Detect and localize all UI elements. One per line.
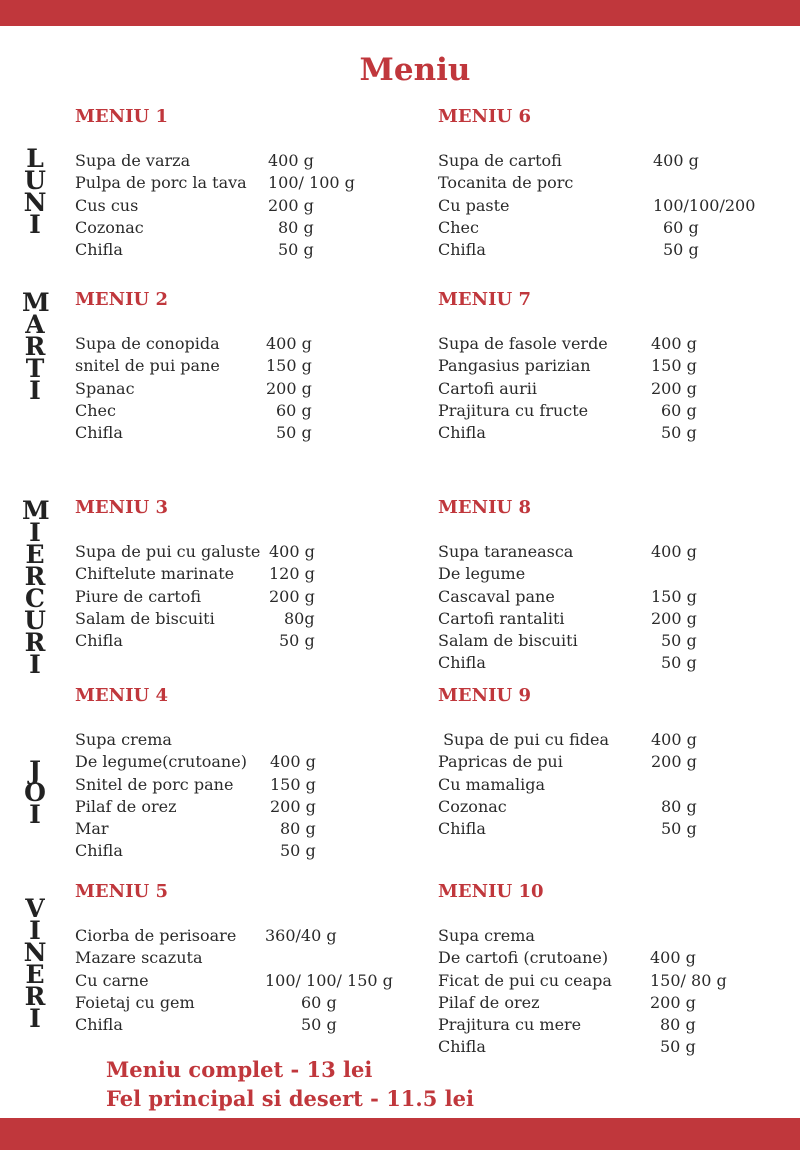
dish-quantity: 80 g — [660, 1015, 696, 1035]
menu-item — [438, 422, 800, 444]
menu-item — [438, 796, 800, 818]
dish-quantity: 120 g — [269, 564, 315, 584]
dish-name: Supa crema — [438, 926, 535, 945]
menu-title: MENIU 1 — [75, 106, 169, 127]
dish-name: Salam de biscuiti — [438, 631, 578, 651]
dish-quantity: 200 g — [651, 378, 697, 398]
menu-title: MENIU 7 — [438, 289, 532, 310]
menu-title: MENIU 2 — [75, 289, 169, 310]
dish-name: Prajitura cu mere — [438, 1015, 582, 1035]
day-label-miercuri — [22, 496, 50, 679]
dish-name: Chifla — [75, 240, 123, 260]
menu-7 — [438, 289, 800, 444]
dish-quantity: 200 g — [270, 796, 316, 816]
dish-quantity: 200 g — [269, 586, 315, 606]
day-label-vineri — [22, 894, 48, 1033]
menu-5 — [75, 881, 445, 1036]
day-letter: I — [29, 800, 41, 829]
day-letter: T — [25, 354, 45, 383]
menu-item — [438, 630, 800, 652]
dish-name: Chifla — [75, 423, 123, 443]
dish-quantity: 400 g — [651, 730, 697, 749]
menu-item — [438, 355, 800, 377]
dish-name: Pilaf de orez — [438, 992, 540, 1012]
dish-name: Supa de cartofi — [438, 151, 562, 170]
dish-quantity: 360/40 g — [265, 926, 337, 945]
day-letter: I — [29, 518, 41, 547]
dish-name: Chifla — [438, 819, 486, 839]
menu-item — [75, 774, 445, 796]
menu-item — [75, 400, 445, 422]
dish-name: Chifla — [438, 653, 486, 673]
dish-name: Supa de pui cu fidea — [438, 730, 610, 749]
day-letter: R — [24, 982, 46, 1011]
dish-quantity: 150 g — [266, 356, 312, 376]
menu-item — [75, 355, 445, 377]
dish-quantity: 80 g — [661, 796, 697, 816]
dish-quantity: 60 g — [301, 992, 337, 1012]
menu-item — [438, 400, 800, 422]
menu-item — [75, 378, 445, 400]
bottom-bar — [0, 1118, 800, 1150]
dish-quantity: 50 g — [661, 631, 697, 651]
dish-name: Cascaval pane — [438, 586, 555, 606]
day-letter: A — [25, 310, 45, 339]
dish-quantity: 400 g — [651, 334, 697, 353]
dish-quantity: 50 g — [301, 1015, 337, 1035]
menu-item — [75, 729, 445, 751]
page-title: Meniu — [359, 52, 471, 88]
dish-name: Cu carne — [75, 970, 149, 990]
day-letter: J — [29, 756, 41, 785]
dish-name: Chifla — [75, 841, 123, 861]
dish-quantity: 200 g — [651, 608, 697, 628]
dish-quantity: 400 g — [270, 752, 316, 772]
menu-item — [438, 541, 800, 563]
menu-item — [438, 217, 800, 239]
dish-name: Pilaf de orez — [75, 796, 177, 816]
dish-quantity: 150 g — [651, 586, 697, 606]
dish-name: Salam de biscuiti — [75, 608, 215, 628]
menu-item — [75, 818, 445, 840]
dish-quantity: 100/ 100/ 150 g — [265, 970, 393, 990]
dish-quantity: 400 g — [268, 151, 314, 170]
dish-name: Supa de fasole verde — [438, 334, 608, 353]
menu-item — [438, 608, 800, 630]
dish-quantity: 80 g — [278, 217, 314, 237]
menu-item — [438, 239, 800, 261]
menu-item — [75, 217, 445, 239]
day-letter: R — [24, 332, 46, 361]
dish-name: Pangasius parizian — [438, 356, 591, 376]
menu-item — [438, 947, 800, 969]
menu-item — [75, 796, 445, 818]
dish-name: Cozonac — [75, 217, 144, 237]
menu-item — [438, 925, 800, 947]
dish-name: Tocanita de porc — [438, 173, 574, 193]
menu-item — [438, 652, 800, 674]
menu-item — [75, 563, 445, 585]
day-letter: E — [25, 540, 45, 569]
day-letter: V — [25, 894, 45, 923]
menu-item — [75, 150, 445, 172]
dish-name: Chifla — [438, 423, 486, 443]
day-letter: U — [24, 606, 46, 635]
dish-name: Cu mamaliga — [438, 774, 546, 794]
menu-item — [75, 239, 445, 261]
dish-name: Cozonac — [438, 796, 507, 816]
menu-title: MENIU 6 — [438, 106, 532, 127]
dish-name: Prajitura cu fructe — [438, 400, 589, 420]
dish-name: Mar — [75, 819, 109, 839]
menu-item — [75, 541, 445, 563]
dish-quantity: 100/ 100 g — [268, 173, 355, 193]
menu-title: MENIU 9 — [438, 685, 532, 706]
day-letter: N — [23, 938, 47, 967]
dish-quantity: 150/ 80 g — [650, 970, 727, 990]
dish-name: Supa de varza — [75, 151, 191, 170]
dish-quantity: 400 g — [653, 151, 699, 170]
day-letter: I — [29, 1004, 41, 1033]
menu-item — [75, 992, 445, 1014]
dish-name: Pulpa de porc la tava — [75, 173, 247, 193]
dish-name: Foietaj cu gem — [75, 992, 195, 1012]
dish-name: Chec — [75, 400, 116, 420]
dish-quantity: 50 g — [661, 423, 697, 443]
dish-name: De legume — [438, 564, 526, 584]
menu-item — [438, 992, 800, 1014]
menu-9 — [438, 685, 800, 840]
dish-quantity: 200 g — [650, 992, 696, 1012]
dish-quantity: 200 g — [266, 378, 312, 398]
dish-name: Mazare scazuta — [75, 948, 203, 968]
menu-item — [75, 195, 445, 217]
menu-item — [438, 378, 800, 400]
day-letter: M — [22, 288, 50, 317]
dish-name: Supa crema — [75, 730, 172, 749]
menu-item — [438, 172, 800, 194]
dish-quantity: 60 g — [276, 400, 312, 420]
day-letter: E — [25, 960, 45, 989]
menu-title: MENIU 5 — [75, 881, 169, 902]
menu-item — [438, 818, 800, 840]
dish-quantity: 200 g — [268, 195, 314, 215]
dish-name: Supa de pui cu galuste — [75, 542, 261, 561]
dish-name: De cartofi (crutoane) — [438, 948, 609, 968]
menu-item — [438, 774, 800, 796]
menu-item — [438, 195, 800, 217]
day-label-marti — [22, 288, 50, 405]
menu-item — [438, 1014, 800, 1036]
day-letter: N — [23, 188, 47, 217]
menu-item — [75, 1014, 445, 1036]
dish-quantity: 50 g — [661, 653, 697, 673]
menu-item — [438, 333, 800, 355]
dish-name: Snitel de porc pane — [75, 774, 234, 794]
dish-name: Chifla — [438, 1037, 486, 1057]
menu-item — [75, 630, 445, 652]
menu-10 — [438, 881, 800, 1059]
menu-item — [75, 751, 445, 773]
menu-item — [438, 729, 800, 751]
menu-1 — [75, 106, 445, 261]
menu-item — [438, 1036, 800, 1058]
day-letter: U — [24, 166, 46, 195]
day-letter: C — [25, 584, 45, 613]
day-letter: L — [26, 144, 44, 173]
dish-name: Chifla — [438, 240, 486, 260]
dish-name: Cartofi rantaliti — [438, 608, 565, 628]
menu-item — [438, 150, 800, 172]
dish-quantity: 400 g — [269, 542, 315, 561]
dish-quantity: 150 g — [651, 356, 697, 376]
day-letter: R — [24, 628, 46, 657]
menu-4 — [75, 685, 445, 863]
dish-name: snitel de pui pane — [75, 356, 220, 376]
dish-name: Piure de cartofi — [75, 586, 202, 606]
dish-name: Chiftelute marinate — [75, 564, 235, 584]
day-letter: I — [29, 916, 41, 945]
menu-item — [438, 751, 800, 773]
price-full-menu: Meniu complet - 13 lei — [106, 1057, 373, 1082]
top-bar — [0, 0, 800, 26]
day-label-joi — [22, 756, 48, 829]
dish-name: Cu paste — [438, 195, 510, 215]
dish-name: De legume(crutoane) — [75, 752, 247, 772]
day-letter: M — [22, 496, 50, 525]
dish-quantity: 50 g — [663, 240, 699, 260]
dish-quantity: 80 g — [280, 819, 316, 839]
day-label-luni — [22, 144, 48, 239]
menu-title: MENIU 3 — [75, 497, 169, 518]
dish-quantity: 50 g — [660, 1037, 696, 1057]
dish-quantity: 50 g — [661, 819, 697, 839]
dish-name: Spanac — [75, 378, 135, 398]
price-main-dessert: Fel principal si desert - 11.5 lei — [106, 1086, 474, 1111]
menu-item — [438, 563, 800, 585]
menu-2 — [75, 289, 445, 444]
dish-quantity: 50 g — [278, 240, 314, 260]
dish-quantity: 50 g — [276, 423, 312, 443]
dish-quantity: 60 g — [661, 400, 697, 420]
menu-item — [75, 172, 445, 194]
dish-name: Supa de conopida — [75, 334, 220, 353]
dish-quantity: 400 g — [651, 542, 697, 561]
dish-name: Cus cus — [75, 195, 139, 215]
dish-quantity: 400 g — [650, 948, 696, 968]
menu-item — [75, 333, 445, 355]
dish-quantity: 400 g — [266, 334, 312, 353]
menu-8 — [438, 497, 800, 675]
dish-name: Ficat de pui cu ceapa — [438, 970, 612, 990]
day-letter: I — [29, 376, 41, 405]
day-letter: I — [29, 650, 41, 679]
menu-item — [75, 840, 445, 862]
dish-name: Chec — [438, 217, 479, 237]
menu-item — [438, 970, 800, 992]
dish-name: Chifla — [75, 1015, 123, 1035]
menu-item — [438, 586, 800, 608]
dish-quantity: 100/100/200 — [653, 195, 756, 215]
dish-quantity: 50 g — [279, 631, 315, 651]
menu-3 — [75, 497, 445, 652]
dish-quantity: 50 g — [280, 841, 316, 861]
menu-title: MENIU 4 — [75, 685, 169, 706]
dish-name: Chifla — [75, 631, 123, 651]
menu-item — [75, 947, 445, 969]
menu-item — [75, 422, 445, 444]
dish-name: Cartofi aurii — [438, 378, 537, 398]
menu-item — [75, 586, 445, 608]
day-letter: O — [24, 778, 46, 807]
menu-title: MENIU 10 — [438, 881, 544, 902]
dish-quantity: 60 g — [663, 217, 699, 237]
day-letter: R — [24, 562, 46, 591]
dish-name: Papricas de pui — [438, 752, 563, 772]
menu-item — [75, 608, 445, 630]
menu-item — [75, 925, 445, 947]
dish-name: Ciorba de perisoare — [75, 926, 237, 945]
menu-6 — [438, 106, 800, 261]
dish-quantity: 150 g — [270, 774, 316, 794]
menu-title: MENIU 8 — [438, 497, 532, 518]
day-letter: I — [29, 210, 41, 239]
dish-quantity: 200 g — [651, 752, 697, 772]
dish-quantity: 80g — [284, 608, 315, 628]
dish-name: Supa taraneasca — [438, 542, 574, 561]
menu-item — [75, 970, 445, 992]
